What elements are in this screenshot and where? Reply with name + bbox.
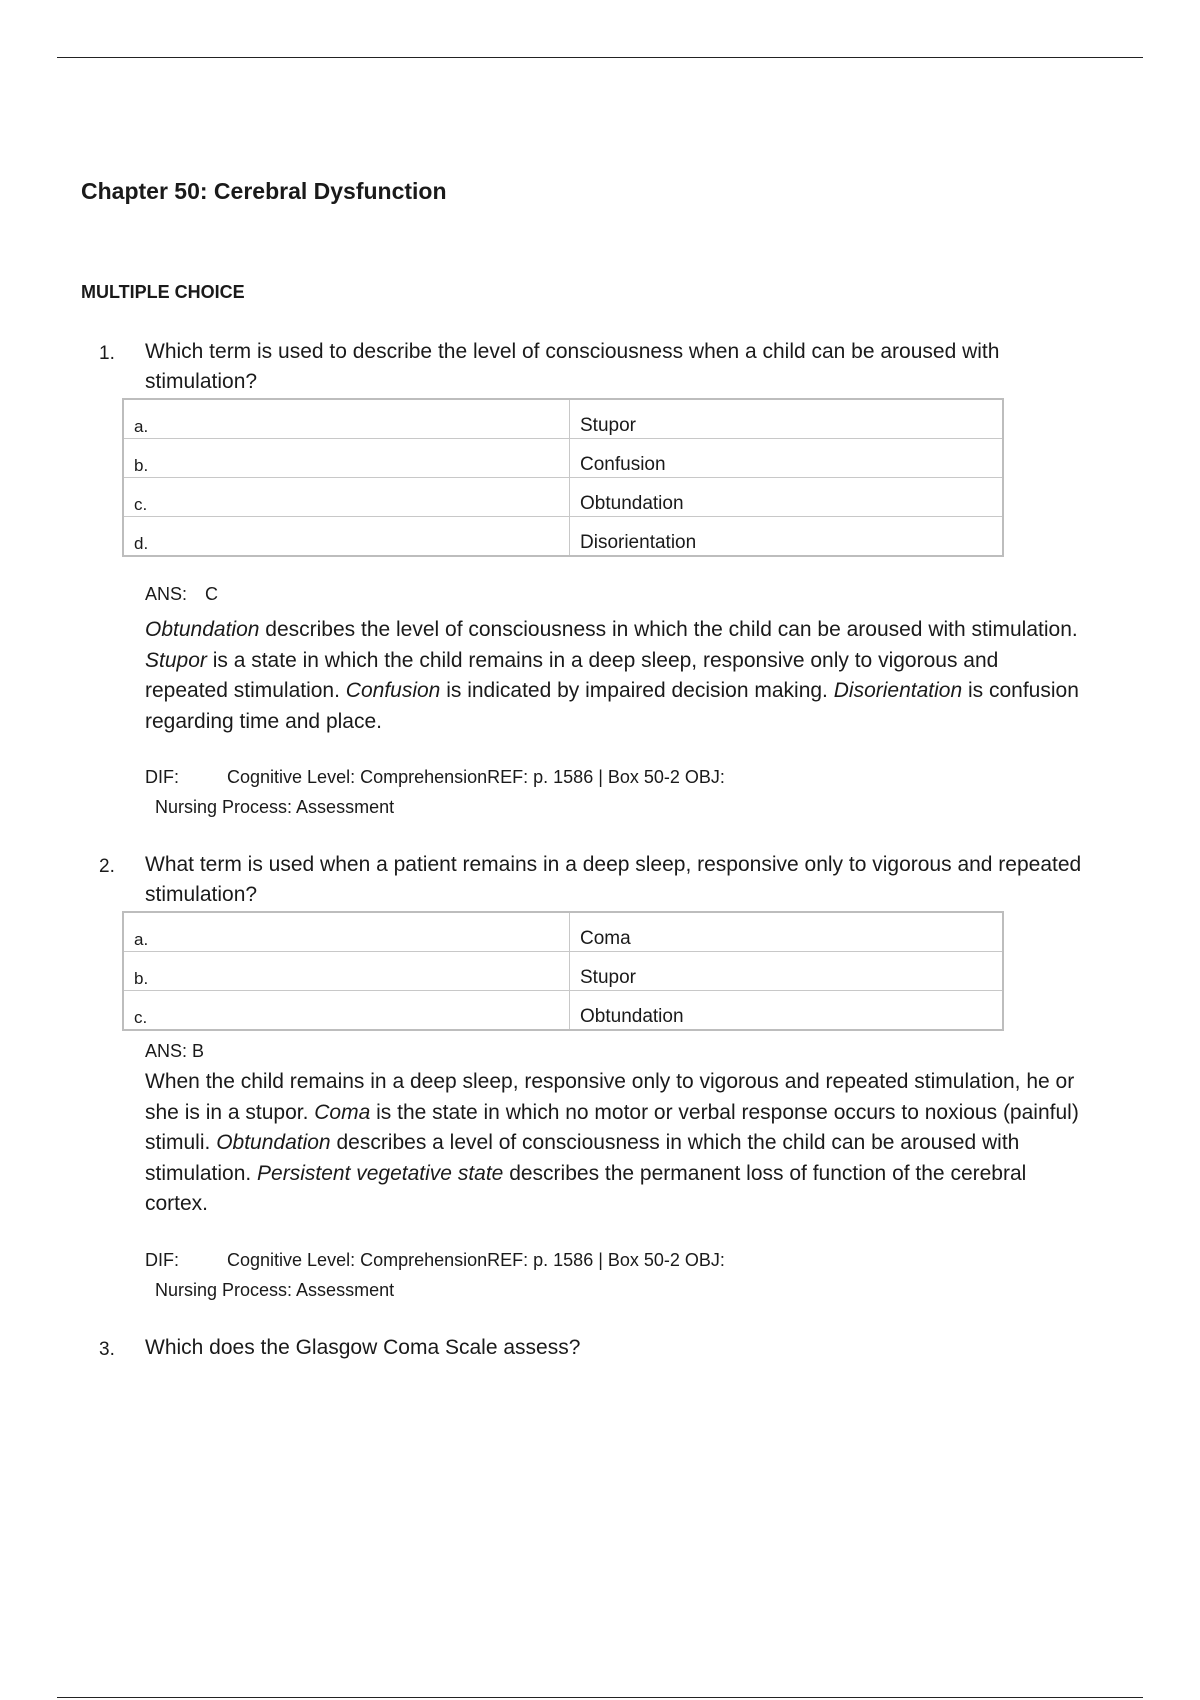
option-letter: b. bbox=[123, 439, 570, 478]
option-text: Stupor bbox=[570, 952, 1004, 991]
rationale-text: is a state in which the child remains in a deep sleep, responsive only to vigorous and repeated stimulation. bbox=[145, 648, 999, 702]
dif-label: DIF: bbox=[145, 767, 179, 787]
option-letter: c. bbox=[123, 478, 570, 517]
dif-details: Cognitive Level: ComprehensionREF: p. 1586 | Box 50-2 OBJ: bbox=[227, 1250, 725, 1270]
option-text: Confusion bbox=[570, 439, 1004, 478]
question-1-rationale bbox=[145, 615, 1085, 737]
chapter-title: Chapter 50: Cerebral Dysfunction bbox=[81, 178, 447, 204]
rationale-text: is indicated by impaired decision making. bbox=[440, 679, 834, 702]
bottom-rule bbox=[57, 1697, 1143, 1698]
rationale-term: Persistent vegetative state bbox=[257, 1161, 504, 1185]
option-text: Obtundation bbox=[570, 478, 1004, 517]
option-row[interactable] bbox=[123, 517, 1003, 557]
rationale-text: describes the level of consciousness in which the child can be aroused with stimulation. bbox=[259, 618, 1078, 641]
option-row[interactable] bbox=[123, 912, 1003, 952]
option-letter: a. bbox=[123, 399, 570, 439]
question-2-options bbox=[122, 911, 1004, 1031]
option-row[interactable] bbox=[123, 478, 1003, 517]
section-title: MULTIPLE CHOICE bbox=[81, 282, 245, 302]
option-text: Stupor bbox=[570, 399, 1004, 439]
question-2-dif bbox=[145, 1245, 1045, 1305]
rationale-term: Obtundation bbox=[216, 1131, 331, 1154]
rationale-text: is confusion regarding time and place. bbox=[145, 679, 1079, 733]
option-row[interactable] bbox=[123, 952, 1003, 991]
answer-value: C bbox=[205, 584, 219, 604]
question-1-answer bbox=[145, 584, 218, 605]
question-2-answer: ANS: B bbox=[145, 1041, 205, 1061]
question-3-text: Which does the Glasgow Coma Scale assess? bbox=[145, 1336, 581, 1359]
option-row[interactable] bbox=[123, 991, 1003, 1031]
rationale-text: When the child remains in a deep sleep, responsive only to vigorous and repeated stimulation, he or she is in a stupor. bbox=[145, 1070, 1075, 1124]
question-2-number: 2. bbox=[99, 856, 115, 877]
question-1-dif bbox=[145, 762, 1045, 822]
rationale-term: Obtundation bbox=[145, 618, 260, 641]
top-rule bbox=[57, 57, 1143, 58]
option-row[interactable] bbox=[123, 399, 1003, 439]
option-text: Coma bbox=[570, 912, 1004, 952]
question-2-rationale bbox=[145, 1067, 1085, 1220]
rationale-term: Stupor bbox=[145, 648, 207, 672]
rationale-text: is the state in which no motor or verbal response occurs to noxious (painful) stimuli. bbox=[145, 1100, 1079, 1154]
question-1-options bbox=[122, 398, 1004, 557]
question-3-number: 3. bbox=[99, 1339, 115, 1360]
rationale-term: Confusion bbox=[345, 679, 441, 702]
option-letter: a. bbox=[123, 912, 570, 952]
option-letter: c. bbox=[123, 991, 570, 1031]
dif-label: DIF: bbox=[145, 1250, 179, 1270]
option-letter: b. bbox=[123, 952, 570, 991]
rationale-text: describes a level of consciousness in which the child can be aroused with stimulation. bbox=[145, 1131, 1020, 1185]
dif-details: Cognitive Level: ComprehensionREF: p. 1586 | Box 50-2 OBJ: bbox=[227, 767, 725, 787]
answer-label: ANS: bbox=[145, 584, 188, 604]
option-text: Disorientation bbox=[570, 517, 1004, 557]
rationale-term: Disorientation bbox=[833, 679, 963, 702]
rationale-term: Coma bbox=[314, 1100, 371, 1124]
dif-process: Nursing Process: Assessment bbox=[155, 797, 395, 817]
option-row[interactable] bbox=[123, 439, 1003, 478]
question-2-text: What term is used when a patient remains in a deep sleep, responsive only to vigorous and repeated stimulation? bbox=[145, 853, 1082, 906]
option-text: Obtundation bbox=[570, 991, 1004, 1031]
question-1-text: Which term is used to describe the level of consciousness when a child can be aroused with stimulation? bbox=[145, 340, 1000, 393]
option-letter: d. bbox=[123, 517, 570, 557]
question-1-number: 1. bbox=[99, 343, 115, 364]
rationale-text: describes the permanent loss of function of the cerebral cortex. bbox=[145, 1161, 1027, 1215]
dif-process: Nursing Process: Assessment bbox=[155, 1280, 395, 1300]
